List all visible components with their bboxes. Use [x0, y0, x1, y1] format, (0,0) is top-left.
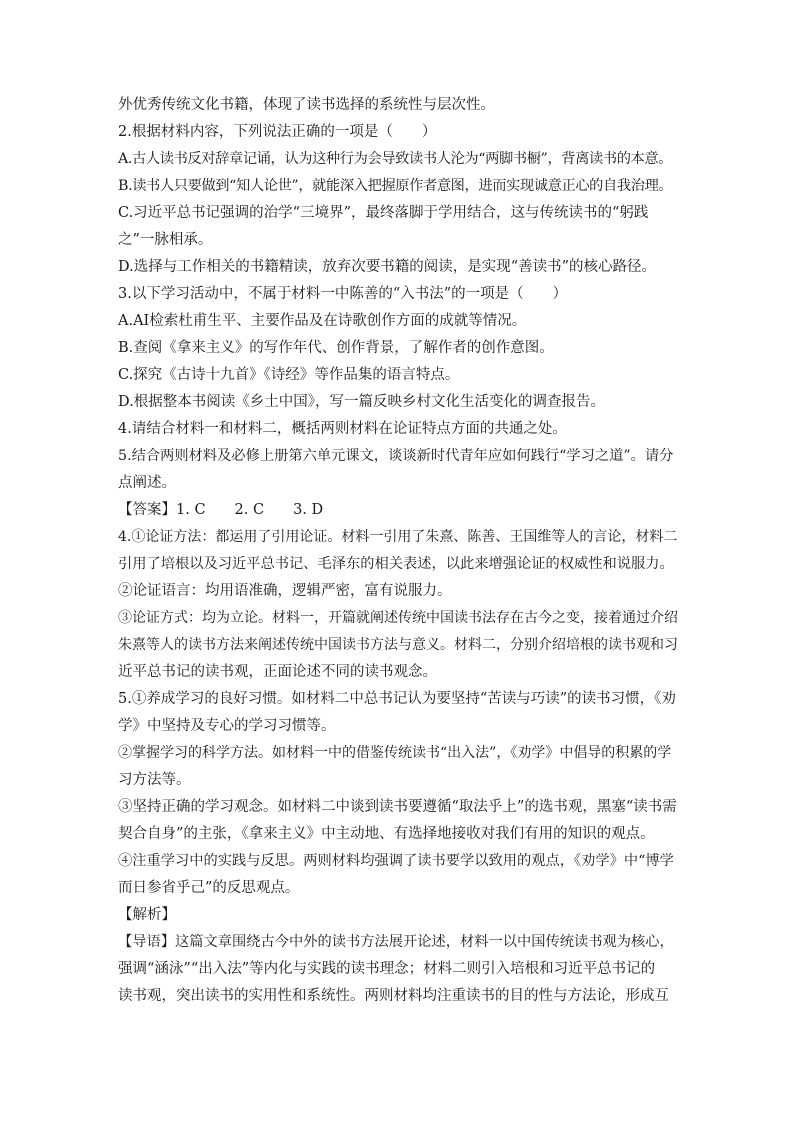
answer-4-point-2: ②论证语言：均用语准确，逻辑严密，富有说服力。 [118, 583, 452, 599]
question-5-stem-cont: 点阐述。 [118, 475, 176, 491]
text-line-intro: 外优秀传统文化书籍，体现了读书选择的系统性与层次性。 [118, 97, 495, 113]
answer-4-point-3: ③论证方式：均为立论。材料一，开篇就阐述传统中国读书法存在古今之变，接着通过介绍 [118, 610, 678, 626]
question-2-option-a: A.古人读书反对辞章记诵，认为这种行为会导致读书人沦为“两脚书橱”，背离读书的本意。 [118, 151, 673, 167]
analysis-heading: 【解析】 [118, 907, 176, 923]
question-3-stem: 3.以下学习活动中，不属于材料一中陈善的“入书法”的一项是（ ） [118, 286, 568, 302]
question-2-option-d: D.选择与工作相关的书籍精读，放弃次要书籍的阅读，是实现“善读书”的核心路径。 [118, 259, 657, 275]
answer-5-point-3: ③坚持正确的学习观念。如材料二中谈到读书要遵循“取法乎上”的选书观，黑塞“读书需 [118, 799, 677, 815]
answer-4-point-1-cont: 引用了培根以及习近平总书记、毛泽东的相关表述，以此来增强论证的权威性和说服力。 [118, 556, 674, 572]
answer-4-point-3-cont: 朱熹等人的读书方法来阐述传统中国读书方法与意义。材料二，分别介绍培根的读书观和习 [118, 637, 678, 653]
question-2-option-c: C.习近平总书记强调的治学“三境界”，最终落脚于学用结合，这与传统读书的“躬践 [118, 205, 649, 221]
question-3-option-b: B.查阅《拿来主义》的写作年代、创作背景，了解作者的创作意图。 [118, 340, 554, 356]
answer-key: 【答案】1. C 2. C 3. D [118, 502, 324, 518]
question-3-option-d: D.根据整本书阅读《乡土中国》，写一篇反映乡村文化生活变化的调查报告。 [118, 394, 605, 410]
answer-5-point-4-cont: 而日参省乎己”的反思观点。 [118, 880, 300, 896]
question-2-option-c-cont: 之”一脉相承。 [118, 232, 213, 248]
question-3-option-c: C.探究《古诗十九首》《诗经》等作品集的语言特点。 [118, 367, 460, 383]
answer-5-point-2-cont: 习方法等。 [118, 772, 191, 788]
intro-paragraph: 【导语】这篇文章围绕古今中外的读书方法展开论述，材料一以中国传统读书观为核心， [118, 934, 674, 950]
intro-paragraph-cont-2: 读书观，突出读书的实用性和系统性。两则材料均注重读书的目的性与方法论，形成互 [118, 988, 669, 1004]
question-5-stem: 5.结合两则材料及必修上册第六单元课文，谈谈新时代青年应如何践行“学习之道”。请分 [118, 448, 674, 464]
answer-5-point-4: ④注重学习中的实践与反思。两则材料均强调了读书要学以致用的观点，《劝学》中“博学 [118, 853, 674, 869]
question-2-option-b: B.读书人只要做到“知人论世”，就能深入把握原作者意图，进而实现诚意正心的自我治理。 [118, 178, 673, 194]
answer-4-point-1: 4.①论证方法：都运用了引用论证。材料一引用了朱熹、陈善、王国维等人的言论，材料二 [118, 529, 678, 545]
question-3-option-a: A.AI检索杜甫生平、主要作品及在诗歌创作方面的成就等情况。 [118, 313, 527, 329]
intro-paragraph-cont: 强调“涵泳”“出入法”等内化与实践的读书理念；材料二则引入培根和习近平总书记的 [118, 961, 656, 977]
answer-5-point-3-cont: 契合自身”的主张，《拿来主义》中主动地、有选择地接收对我们有用的知识的观点。 [118, 826, 655, 842]
document-body [118, 92, 678, 1010]
question-2-stem: 2.根据材料内容，下列说法正确的一项是（ ） [118, 124, 437, 140]
answer-4-point-3-cont-2: 近平总书记的读书观，正面论述不同的读书观念。 [118, 664, 437, 680]
answer-5-point-1-cont: 学》中坚持及专心的学习习惯等。 [118, 718, 336, 734]
question-4-stem: 4.请结合材料一和材料二，概括两则材料在论证特点方面的共通之处。 [118, 421, 567, 437]
answer-5-point-1: 5.①养成学习的良好习惯。如材料二中总书记认为要坚持“苦读与巧读”的读书习惯，《劝 [118, 691, 676, 707]
answer-5-point-2: ②掌握学习的科学方法。如材料一中的借鉴传统读书“出入法”，《劝学》中倡导的积累的学 [118, 745, 672, 761]
